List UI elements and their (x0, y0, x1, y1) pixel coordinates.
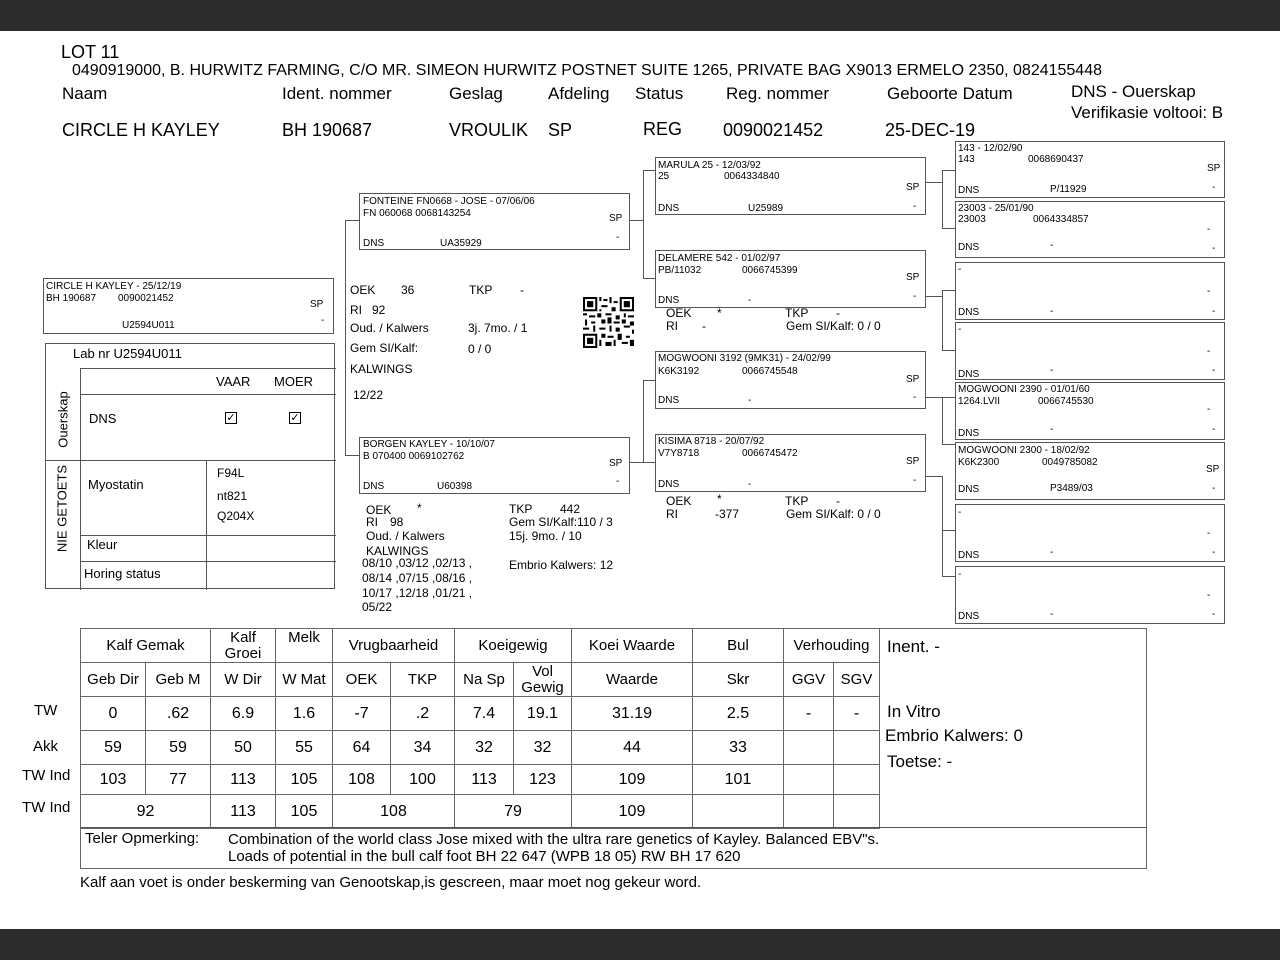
embrio-kalwers: Embrio Kalwers: 0 (885, 726, 1023, 745)
sire-ident: FN 060068 0068143254 (363, 208, 471, 219)
cow-ri-label: RI (350, 303, 362, 317)
gp1-dns: DNS (658, 203, 680, 214)
sire-code: UA35929 (440, 238, 482, 249)
sub-w-dir: W Dir (211, 663, 276, 697)
group-vrugbaarheid: Vrugbaarheid (333, 629, 455, 663)
gp4-dash: - (913, 475, 917, 486)
twind2-cell: 92 (81, 795, 211, 829)
gp1-title: MARULA 25 - 12/03/92 (658, 160, 761, 171)
twind-cell: 77 (146, 765, 211, 795)
myostatin-label: Myostatin (88, 477, 144, 492)
gp4-gem: Gem SI/Kalf: 0 / 0 (786, 507, 881, 521)
label-naam: Naam (62, 84, 108, 103)
gp1-ident: 25 (658, 171, 670, 182)
dam-code: U60398 (437, 481, 473, 492)
twind2-cell (834, 795, 880, 829)
twind-cell: 123 (514, 765, 572, 795)
gp4-oek-label: OEK (666, 494, 692, 508)
akk-cell: 59 (146, 731, 211, 765)
teler-line-2: Loads of potential in the bull calf foot BH 22 647 (WPB 18 05) RW BH 17 620 (228, 848, 741, 865)
ggp-box-6 (955, 442, 1225, 500)
twind-cell (784, 765, 834, 795)
gp1-sp: SP (906, 182, 920, 193)
animal-box (43, 278, 334, 334)
moer-header: MOER (274, 374, 313, 389)
ggp2-code: - (1050, 240, 1054, 251)
grandparent-box-3 (655, 351, 926, 409)
animal-ident: BH 190687 (46, 293, 97, 304)
group-verhouding: Verhouding (784, 629, 880, 663)
horing-label: Horing status (84, 566, 161, 581)
twind-cell: 100 (391, 765, 455, 795)
ggp1-reg: 0068690437 (1028, 154, 1084, 165)
ggp-box-5 (955, 382, 1225, 440)
tw-cell: - (784, 697, 834, 731)
tw-cell: 6.9 (211, 697, 276, 731)
animal-title: CIRCLE H KAYLEY - 25/12/19 (46, 281, 182, 292)
teler-line-1: Combination of the world class Jose mixed with the ultra rare genetics of Kayley. Balanced EBV"s. (228, 831, 880, 848)
sub-geb-dir: Geb Dir (81, 663, 146, 697)
toetse: Toetse: - (887, 752, 953, 771)
group-koei-waarde: Koei Waarde (572, 629, 693, 663)
group-kalf-groei: Kalf Groei (211, 629, 276, 663)
label-afdeling: Afdeling (548, 84, 610, 103)
cow-gem: 0 / 0 (468, 342, 492, 356)
gp2-title: DELAMERE 542 - 01/02/97 (658, 253, 781, 264)
ggp8-code: - (1050, 609, 1054, 620)
label-reg: Reg. nommer (726, 84, 829, 103)
ggp4-dns: DNS (958, 369, 980, 380)
ggp7-sp-dash: - (1207, 528, 1211, 539)
ggp3-dash: - (1212, 306, 1216, 317)
tw-cell: - (834, 697, 880, 731)
gp3-sp: SP (906, 374, 920, 385)
sub-sgv: SGV (834, 663, 880, 697)
tw-cell: -7 (333, 697, 391, 731)
sire-title: FONTEINE FN0668 - JOSE - 07/06/06 (363, 196, 535, 207)
ggp2-title: 23003 - 25/01/90 (958, 203, 1034, 214)
vaar-checkbox: ✓ (226, 412, 236, 424)
lab-nr: Lab nr U2594U011 (73, 346, 182, 361)
gp1-reg: 0064334840 (724, 171, 780, 182)
group-melk: Melk (276, 629, 333, 663)
twind-cell: 113 (211, 765, 276, 795)
row-label-twind-2: TW Ind (22, 799, 71, 816)
sire-dns: DNS (363, 238, 385, 249)
ggp2-ident: 23003 (958, 214, 986, 225)
group-bul: Bul (693, 629, 784, 663)
dam-embrio: Embrio Kalwers: 12 (509, 558, 614, 572)
value-geslag: VROULIK (449, 120, 529, 140)
ggp6-code: P3489/03 (1050, 483, 1093, 494)
lot-number: LOT 11 (61, 42, 120, 62)
ggp7-dash: - (1212, 547, 1216, 558)
row-tw (81, 697, 880, 731)
sub-na-sp: Na Sp (455, 663, 514, 697)
gp2-ident: PB/11032 (658, 265, 702, 276)
dam-gem: Gem SI/Kalf:110 / 3 (509, 515, 613, 529)
gp2-ri: - (702, 319, 706, 333)
cow-gem-label: Gem SI/Kalf: (350, 341, 419, 355)
myo-value-1: F94L (217, 466, 245, 480)
twind-cell: 103 (81, 765, 146, 795)
dam-ri-label: RI (366, 515, 378, 529)
dam-dates-3: 10/17 ,12/18 ,01/21 , (362, 586, 473, 600)
label-geslag: Geslag (449, 84, 503, 103)
ggp1-ident: 143 (958, 154, 975, 165)
ggp1-sp: SP (1207, 163, 1221, 174)
tw-cell: 31.19 (572, 697, 693, 731)
dam-dash: - (616, 476, 620, 487)
dam-tkp: 442 (560, 502, 581, 516)
ggp1-dns: DNS (958, 185, 980, 196)
ggp5-title: MOGWOONI 2390 - 01/01/60 (958, 384, 1090, 395)
gp4-tkp: - (836, 494, 840, 508)
ggp2-reg: 0064334857 (1033, 214, 1089, 225)
sub-geb-m: Geb M (146, 663, 211, 697)
dns-title: DNS - Ouerskap (1071, 82, 1196, 101)
gp3-dns: DNS (658, 395, 680, 406)
grandparent-box-2 (655, 250, 926, 308)
gp1-dash: - (913, 201, 917, 212)
dam-oek-label: OEK (366, 503, 392, 517)
ebv-table (80, 628, 880, 829)
ggp5-dns: DNS (958, 428, 980, 439)
ggp1-title: 143 - 12/02/90 (958, 143, 1023, 154)
value-afdeling: SP (548, 120, 573, 140)
gp2-sp: SP (906, 272, 920, 283)
myo-value-3: Q204X (217, 509, 255, 523)
twind-cell: 108 (333, 765, 391, 795)
twind-cell: 113 (455, 765, 514, 795)
row-akk (81, 731, 880, 765)
gp2-tkp-label: TKP (785, 306, 809, 320)
twind-cell (834, 765, 880, 795)
qr-code (582, 297, 635, 348)
ggp5-sp-dash: - (1207, 404, 1211, 415)
vaar-header: VAAR (216, 374, 251, 389)
akk-cell (784, 731, 834, 765)
sub-waarde: Waarde (572, 663, 693, 697)
gp3-code: - (748, 395, 752, 406)
ggp3-code: - (1050, 306, 1054, 317)
twind2-cell: 113 (211, 795, 276, 829)
ggp-box-1 (955, 141, 1225, 198)
gp3-reg: 0066745548 (742, 366, 798, 377)
tw-cell: 19.1 (514, 697, 572, 731)
dam-ri: 98 (390, 515, 404, 529)
akk-cell: 59 (81, 731, 146, 765)
ggp5-reg: 0066745530 (1038, 396, 1094, 407)
ggp4-title: - (958, 324, 962, 335)
gp4-dns: DNS (658, 479, 680, 490)
ggp4-dash: - (1212, 365, 1216, 376)
teler-label: Teler Opmerking: (85, 830, 200, 847)
sire-box (359, 193, 630, 250)
row-twind (81, 765, 880, 795)
dam-dns: DNS (363, 481, 385, 492)
twind2-cell: 108 (333, 795, 455, 829)
dam-oek: * (417, 501, 422, 515)
gp2-dash: - (913, 291, 917, 302)
group-koeigewig: Koeigewig (455, 629, 572, 663)
inent: Inent. - (887, 637, 940, 656)
ggp5-ident: 1264.LVII (958, 396, 1001, 407)
akk-cell: 34 (391, 731, 455, 765)
kleur-label: Kleur (87, 537, 118, 552)
cow-oek-label: OEK (350, 283, 376, 297)
ouerskap-label: Ouerskap (55, 391, 71, 448)
top-bar (0, 0, 1280, 31)
verifikasie: Verifikasie voltooi: B (1071, 103, 1224, 122)
bottom-bar (0, 929, 1280, 960)
ggp-box-4 (955, 322, 1225, 380)
dam-kalwings: KALWINGS (366, 544, 429, 558)
ggp6-reg: 0049785082 (1042, 457, 1098, 468)
in-vitro: In Vitro (887, 702, 941, 721)
gp2-ri-label: RI (666, 319, 678, 333)
dam-sp: SP (609, 458, 623, 469)
animal-sp: SP (310, 299, 324, 310)
grandparent-box-4 (655, 434, 926, 492)
ggp1-code: P/11929 (1050, 184, 1087, 195)
value-naam: CIRCLE H KAYLEY (62, 120, 220, 140)
gp2-dns: DNS (658, 295, 680, 306)
cow-oud: 3j. 7mo. / 1 (468, 321, 528, 335)
dam-ident: B 070400 0069102762 (363, 451, 465, 462)
gp3-dash: - (913, 392, 917, 403)
label-ident: Ident. nommer (282, 84, 392, 103)
gp4-oek: * (717, 492, 722, 506)
ggp2-dns: DNS (958, 242, 980, 253)
ggp5-dash: - (1212, 424, 1216, 435)
akk-cell: 44 (572, 731, 693, 765)
gp4-reg: 0066745472 (742, 448, 798, 459)
gp4-tkp-label: TKP (785, 494, 809, 508)
sub-skr: Skr (693, 663, 784, 697)
ggp4-code: - (1050, 365, 1054, 376)
ggp8-title: - (958, 569, 962, 580)
akk-cell: 33 (693, 731, 784, 765)
sub-vol-gewig: Vol Gewig (514, 663, 572, 697)
akk-cell: 55 (276, 731, 333, 765)
akk-cell: 32 (514, 731, 572, 765)
ggp1-dash: - (1212, 182, 1216, 193)
gp2-gem: Gem SI/Kalf: 0 / 0 (786, 319, 881, 333)
akk-cell: 64 (333, 731, 391, 765)
animal-reg: 0090021452 (118, 293, 174, 304)
gp2-code: - (748, 295, 752, 306)
ggp6-title: MOGWOONI 2300 - 18/02/92 (958, 445, 1090, 456)
ggp6-dash: - (1212, 483, 1216, 494)
dam-oud-label: Oud. / Kalwers (366, 529, 445, 543)
ggp-box-3 (955, 262, 1225, 320)
sire-sp: SP (609, 213, 623, 224)
gp4-sp: SP (906, 456, 920, 467)
twind2-cell: 109 (572, 795, 693, 829)
ggp3-sp-dash: - (1207, 286, 1211, 297)
gp4-ri: -377 (715, 507, 740, 521)
ggp8-dns: DNS (958, 611, 980, 622)
tw-cell: .62 (146, 697, 211, 731)
gp2-reg: 0066745399 (742, 265, 798, 276)
gp2-tkp: - (836, 306, 840, 320)
sub-tkp: TKP (391, 663, 455, 697)
akk-cell: 50 (211, 731, 276, 765)
ggp7-dns: DNS (958, 550, 980, 561)
cow-oek: 36 (401, 283, 415, 297)
address-line: 0490919000, B. HURWITZ FARMING, C/O MR. SIMEON HURWITZ POSTNET SUITE 1265, PRIVATE BAG X9013 ERMELO 2350, 0824155448 (72, 62, 1102, 79)
tw-cell: .2 (391, 697, 455, 731)
ggp3-dns: DNS (958, 307, 980, 318)
gp3-ident: K6K3192 (658, 366, 700, 377)
ggp2-dash: - (1212, 243, 1216, 254)
tw-cell: 1.6 (276, 697, 333, 731)
sub-ggv: GGV (784, 663, 834, 697)
dam-dates-4: 05/22 (362, 600, 393, 614)
ggp7-code: - (1050, 547, 1054, 558)
ggp3-title: - (958, 264, 962, 275)
ggp2-sp-dash: - (1207, 224, 1211, 235)
value-ident: BH 190687 (282, 120, 373, 140)
sire-dash: - (616, 232, 620, 243)
cow-oud-label: Oud. / Kalwers (350, 321, 429, 335)
cow-ri: 92 (372, 303, 386, 317)
row-label-akk: Akk (33, 738, 59, 755)
ggp4-sp-dash: - (1207, 346, 1211, 357)
twind2-cell: 105 (276, 795, 333, 829)
gp4-title: KISIMA 8718 - 20/07/92 (658, 436, 765, 447)
value-status: REG (643, 119, 683, 139)
ggp-box-7 (955, 504, 1225, 562)
twind-cell: 101 (693, 765, 784, 795)
dam-age: 15j. 9mo. / 10 (509, 529, 582, 543)
cow-kalwings: KALWINGS (350, 362, 413, 376)
dam-tkp-label: TKP (509, 502, 533, 516)
cow-tkp-label: TKP (469, 283, 493, 297)
tw-cell: 0 (81, 697, 146, 731)
footer-note: Kalf aan voet is onder beskerming van Genootskap,is gescreen, maar moet nog gekeur word. (80, 874, 702, 891)
label-status: Status (635, 84, 684, 103)
tw-cell: 2.5 (693, 697, 784, 731)
twind2-cell (693, 795, 784, 829)
cow-kalwings-date: 12/22 (353, 388, 384, 402)
label-geboorte: Geboorte Datum (887, 84, 1013, 103)
row-label-twind: TW Ind (22, 767, 71, 784)
ggp-box-8 (955, 566, 1225, 624)
nie-getoets-label: NIE GETOETS (54, 464, 70, 553)
gp4-ident: V7Y8718 (658, 448, 700, 459)
ggp6-ident: K6K2300 (958, 457, 1000, 468)
grandparent-box-1 (655, 157, 926, 215)
sub-oek: OEK (333, 663, 391, 697)
ggp6-dns: DNS (958, 484, 980, 495)
ggp5-code: - (1050, 424, 1054, 435)
row-label-tw: TW (34, 702, 58, 719)
gp2-oek-label: OEK (666, 306, 692, 320)
dam-title: BORGEN KAYLEY - 10/10/07 (363, 439, 495, 450)
twind-cell: 105 (276, 765, 333, 795)
ggp-box-2 (955, 201, 1225, 258)
moer-checkbox: ✓ (290, 412, 300, 424)
group-kalf-gemak: Kalf Gemak (81, 629, 211, 663)
dns-label: DNS (89, 411, 117, 426)
dam-box (359, 437, 630, 494)
twind2-cell (784, 795, 834, 829)
value-geboorte: 25-DEC-19 (885, 120, 976, 140)
value-reg: 0090021452 (723, 120, 824, 140)
ggp6-sp: SP (1206, 464, 1220, 475)
row-twind-2 (81, 795, 880, 829)
dam-dates-1: 08/10 ,03/12 ,02/13 , (362, 556, 473, 570)
gp1-code: U25989 (748, 203, 784, 214)
ggp8-dash: - (1212, 609, 1216, 620)
akk-cell: 32 (455, 731, 514, 765)
lab-panel (45, 343, 335, 589)
ggp8-sp-dash: - (1207, 590, 1211, 601)
dam-dates-2: 08/14 ,07/15 ,08/16 , (362, 571, 473, 585)
sub-w-mat: W Mat (276, 663, 333, 697)
ggp7-title: - (958, 507, 962, 518)
akk-cell (834, 731, 880, 765)
gp4-ri-label: RI (666, 507, 678, 521)
gp3-title: MOGWOONI 3192 (9MK31) - 24/02/99 (658, 353, 831, 364)
tw-cell: 7.4 (455, 697, 514, 731)
gp4-code: - (748, 479, 752, 490)
animal-dash: - (321, 315, 325, 326)
gp2-oek: * (717, 306, 722, 320)
myo-value-2: nt821 (217, 489, 248, 503)
twind2-cell: 79 (455, 795, 572, 829)
animal-lab: U2594U011 (122, 320, 175, 331)
cow-tkp: - (520, 283, 524, 297)
twind-cell: 109 (572, 765, 693, 795)
